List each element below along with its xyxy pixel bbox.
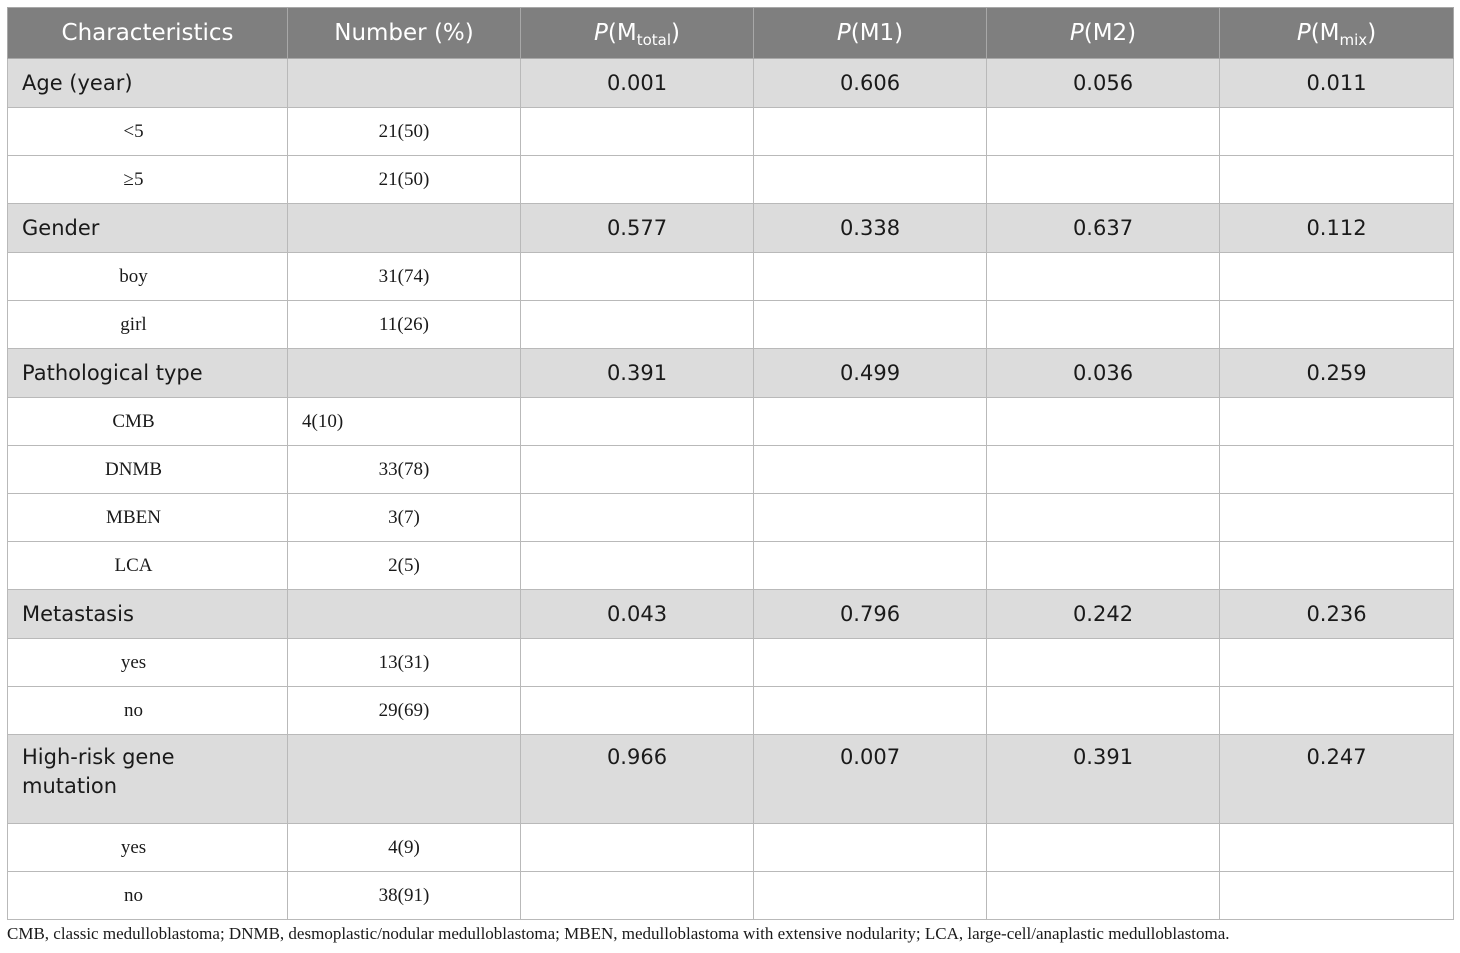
empty-cell	[1220, 301, 1454, 349]
group-name: Age (year)	[8, 59, 288, 108]
empty-cell	[521, 156, 754, 204]
empty-cell	[1220, 824, 1454, 872]
p-m1-value: 0.796	[754, 590, 987, 639]
sub-label: no	[8, 872, 288, 920]
table-row	[8, 639, 1454, 687]
empty-cell	[987, 108, 1220, 156]
group-name	[8, 735, 288, 824]
empty-cell	[987, 446, 1220, 494]
empty-cell	[987, 494, 1220, 542]
group-row-gender	[8, 204, 1454, 253]
empty-cell	[987, 639, 1220, 687]
sub-number: 4(9)	[288, 824, 521, 872]
sub-number: 38(91)	[288, 872, 521, 920]
sub-label: no	[8, 687, 288, 735]
sub-label: LCA	[8, 542, 288, 590]
header-p-m1	[754, 8, 987, 59]
empty-cell	[1220, 872, 1454, 920]
sub-number: 2(5)	[288, 542, 521, 590]
group-name: Metastasis	[8, 590, 288, 639]
empty-cell	[987, 301, 1220, 349]
sub-number: 21(50)	[288, 108, 521, 156]
p-total-value: 0.966	[521, 735, 754, 824]
sub-number: 4(10)	[288, 398, 521, 446]
p-m1-value: 0.007	[754, 735, 987, 824]
empty-cell	[521, 398, 754, 446]
empty-cell	[1220, 639, 1454, 687]
group-row-pathology	[8, 349, 1454, 398]
empty-cell	[1220, 156, 1454, 204]
empty-cell	[987, 253, 1220, 301]
header-p-mix	[1220, 8, 1454, 59]
sub-label: girl	[8, 301, 288, 349]
sub-label: ≥5	[8, 156, 288, 204]
empty-cell	[754, 824, 987, 872]
p-mix-value: 0.236	[1220, 590, 1454, 639]
empty-cell	[521, 108, 754, 156]
header-p-total-end: )	[671, 20, 680, 46]
empty-cell	[754, 542, 987, 590]
empty-cell	[521, 253, 754, 301]
header-p-total-prefix: P	[594, 20, 608, 46]
p-mix-value: 0.259	[1220, 349, 1454, 398]
header-characteristics: Characteristics	[8, 8, 288, 59]
header-p-mix-main: (M	[1310, 20, 1340, 46]
p-total-value: 0.577	[521, 204, 754, 253]
empty-cell	[754, 108, 987, 156]
header-p-total	[521, 8, 754, 59]
p-m2-value: 0.637	[987, 204, 1220, 253]
header-p-total-sub: total	[636, 31, 672, 49]
sub-label: boy	[8, 253, 288, 301]
characteristics-table-container	[7, 7, 1453, 920]
empty-cell	[754, 872, 987, 920]
sub-number: 33(78)	[288, 446, 521, 494]
empty-cell	[754, 687, 987, 735]
empty-cell	[521, 542, 754, 590]
sub-label: yes	[8, 824, 288, 872]
table-row	[8, 872, 1454, 920]
sub-number: 29(69)	[288, 687, 521, 735]
group-row-age	[8, 59, 1454, 108]
table-row	[8, 687, 1454, 735]
empty-cell	[1220, 398, 1454, 446]
header-p-m2	[987, 8, 1220, 59]
group-name-line2: mutation	[22, 774, 118, 798]
empty-cell	[1220, 253, 1454, 301]
empty-cell	[521, 872, 754, 920]
table-row	[8, 398, 1454, 446]
sub-label: MBEN	[8, 494, 288, 542]
group-name: Gender	[8, 204, 288, 253]
group-row-metastasis	[8, 590, 1454, 639]
table-row	[8, 542, 1454, 590]
p-total-value: 0.391	[521, 349, 754, 398]
p-mix-value: 0.112	[1220, 204, 1454, 253]
empty-cell	[1220, 542, 1454, 590]
empty-cell	[1220, 108, 1454, 156]
table-row	[8, 446, 1454, 494]
empty-cell	[521, 639, 754, 687]
header-p-mix-prefix: P	[1296, 20, 1311, 46]
empty-cell	[521, 824, 754, 872]
empty-cell	[754, 301, 987, 349]
p-m2-value: 0.391	[987, 735, 1220, 824]
empty-cell	[987, 398, 1220, 446]
table-footnote: CMB, classic medulloblastoma; DNMB, desmoplastic/nodular medulloblastoma; MBEN, medulloblastoma with extensive nodularity; LCA, large-cell/anaplastic medulloblastoma.	[7, 924, 1230, 943]
empty-cell	[987, 824, 1220, 872]
sub-label: yes	[8, 639, 288, 687]
p-m1-value: 0.499	[754, 349, 987, 398]
empty-cell	[987, 542, 1220, 590]
header-p-m1-prefix: P	[836, 20, 851, 46]
header-p-total-main: (M	[607, 20, 637, 46]
p-m1-value: 0.606	[754, 59, 987, 108]
p-mix-value: 0.011	[1220, 59, 1454, 108]
p-m2-value: 0.242	[987, 590, 1220, 639]
header-number: Number (%)	[288, 8, 521, 59]
empty-cell	[754, 398, 987, 446]
sub-number: 21(50)	[288, 156, 521, 204]
header-p-mix-end: )	[1367, 20, 1377, 46]
group-row-highrisk	[8, 735, 1454, 824]
sub-number: 31(74)	[288, 253, 521, 301]
empty-cell	[1220, 446, 1454, 494]
empty-cell	[754, 253, 987, 301]
group-number-empty	[288, 590, 521, 639]
table-row	[8, 156, 1454, 204]
characteristics-table	[7, 7, 1454, 920]
group-name: Pathological type	[8, 349, 288, 398]
p-m2-value: 0.056	[987, 59, 1220, 108]
empty-cell	[754, 494, 987, 542]
p-total-value: 0.001	[521, 59, 754, 108]
header-p-m2-main: (M2)	[1083, 20, 1137, 46]
group-number-empty	[288, 735, 521, 824]
sub-label: DNMB	[8, 446, 288, 494]
empty-cell	[521, 687, 754, 735]
header-p-m1-main: (M1)	[850, 20, 904, 46]
p-m1-value: 0.338	[754, 204, 987, 253]
empty-cell	[754, 156, 987, 204]
empty-cell	[987, 687, 1220, 735]
sub-number: 3(7)	[288, 494, 521, 542]
empty-cell	[521, 494, 754, 542]
table-row	[8, 494, 1454, 542]
empty-cell	[987, 156, 1220, 204]
empty-cell	[1220, 494, 1454, 542]
sub-label: CMB	[8, 398, 288, 446]
table-row	[8, 824, 1454, 872]
empty-cell	[1220, 687, 1454, 735]
sub-number: 11(26)	[288, 301, 521, 349]
header-row	[8, 8, 1454, 59]
header-p-mix-sub: mix	[1339, 31, 1368, 49]
p-mix-value: 0.247	[1220, 735, 1454, 824]
group-number-empty	[288, 204, 521, 253]
table-row	[8, 108, 1454, 156]
empty-cell	[754, 446, 987, 494]
empty-cell	[754, 639, 987, 687]
group-number-empty	[288, 59, 521, 108]
sub-number: 13(31)	[288, 639, 521, 687]
group-number-empty	[288, 349, 521, 398]
p-total-value: 0.043	[521, 590, 754, 639]
header-p-m2-prefix: P	[1069, 20, 1084, 46]
group-name-line1: High-risk gene	[22, 745, 175, 769]
empty-cell	[521, 301, 754, 349]
table-row	[8, 301, 1454, 349]
sub-label: <5	[8, 108, 288, 156]
empty-cell	[987, 872, 1220, 920]
empty-cell	[521, 446, 754, 494]
table-row	[8, 253, 1454, 301]
p-m2-value: 0.036	[987, 349, 1220, 398]
